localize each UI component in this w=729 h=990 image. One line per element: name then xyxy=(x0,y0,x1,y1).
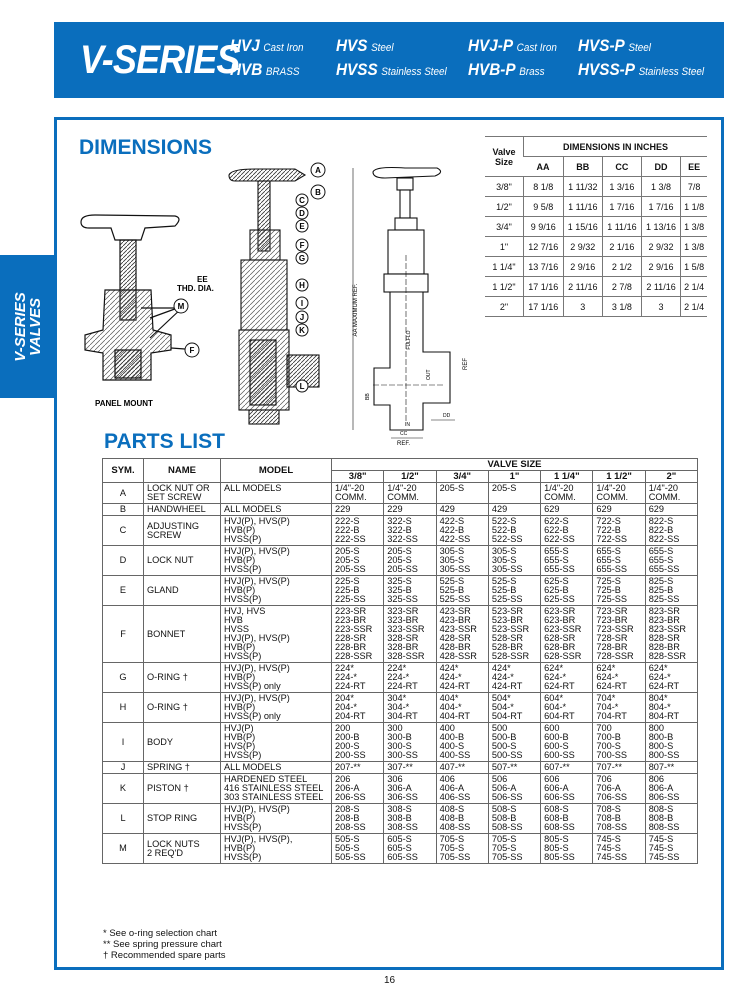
out-label: OUT xyxy=(426,369,432,380)
part-name: ADJUSTING SCREW xyxy=(144,516,221,546)
part-number-cell: 300 300-B 300-S 300-SS xyxy=(384,723,436,762)
part-number-cell: 223-SR 223-BR 223-SSR 228-SR 228-BR 228-SSR xyxy=(332,606,384,663)
parts-row xyxy=(103,663,698,693)
callout-g: G xyxy=(298,254,306,263)
bb-label: BB xyxy=(365,393,371,400)
footnote-spring: ** See spring pressure chart xyxy=(103,939,222,950)
part-number-cell: 229 xyxy=(332,504,384,516)
part-number-cell: 604* 604-* 604-RT xyxy=(541,693,593,723)
part-symbol: B xyxy=(103,504,144,516)
part-number-cell: 745-S 745-S 745-SS xyxy=(645,834,697,864)
part-number-cell: 725-S 725-B 725-SS xyxy=(593,576,645,606)
part-number-cell: 429 xyxy=(488,504,540,516)
part-symbol: I xyxy=(103,723,144,762)
model-hvs-p: HVS-P Steel xyxy=(578,36,651,55)
dim-value-cell: 2 1/4 xyxy=(681,277,707,297)
dim-value-cell: 1 5/8 xyxy=(681,257,707,277)
part-model: HVJ(P), HVS(P) HVB(P) HVSS(P) xyxy=(221,804,332,834)
callout-k: K xyxy=(299,326,305,335)
col-sym: SYM. xyxy=(103,459,144,483)
exterior-drawing xyxy=(345,160,475,447)
parts-row xyxy=(103,546,698,576)
dim-value-cell: 12 7/16 xyxy=(524,237,564,257)
part-number-cell: 705-S 705-S 705-SS xyxy=(488,834,540,864)
part-model: HVJ(P) HVB(P) HVS(P) HVSS(P) xyxy=(221,723,332,762)
parts-row xyxy=(103,804,698,834)
part-number-cell: 308-S 308-B 308-SS xyxy=(384,804,436,834)
part-number-cell: 808-S 808-B 808-SS xyxy=(645,804,697,834)
fulflo-label: FULFLO xyxy=(406,330,412,350)
part-number-cell: 807-** xyxy=(645,762,697,774)
part-number-cell: 325-S 325-B 325-SS xyxy=(384,576,436,606)
dim-value-cell: 2 9/16 xyxy=(563,257,603,277)
part-number-cell: 423-SR 423-BR 423-SSR 428-SR 428-BR 428-SSR xyxy=(436,606,488,663)
callout-f-panel-label: F xyxy=(189,346,195,355)
dim-value-cell: 1 7/16 xyxy=(641,197,681,217)
size-header: 1 1/2" xyxy=(593,471,645,483)
dim-row xyxy=(485,277,707,297)
part-number-cell: 1/4"-20 COMM. xyxy=(541,483,593,504)
part-number-cell: 507-** xyxy=(488,762,540,774)
ref-label: REF. xyxy=(397,441,411,447)
model-hvs: HVS Steel xyxy=(336,36,394,55)
ref-side-label: REF xyxy=(463,358,469,370)
col-valve-size: VALVE SIZE xyxy=(332,459,698,471)
part-number-cell: 424* 424-* 424-RT xyxy=(488,663,540,693)
part-number-cell: 407-** xyxy=(436,762,488,774)
part-number-cell: 225-S 225-B 225-SS xyxy=(332,576,384,606)
part-number-cell: 624* 624-* 624-RT xyxy=(593,663,645,693)
part-name: GLAND xyxy=(144,576,221,606)
part-number-cell: 1/4"-20 COMM. xyxy=(332,483,384,504)
part-number-cell: 745-S 745-S 745-SS xyxy=(593,834,645,864)
col-name: NAME xyxy=(144,459,221,483)
part-name: BONNET xyxy=(144,606,221,663)
part-symbol: J xyxy=(103,762,144,774)
size-header: 1 1/4" xyxy=(541,471,593,483)
dim-value-cell: 1 11/32 xyxy=(563,177,603,197)
dim-value-cell: 1 3/8 xyxy=(681,237,707,257)
callout-h: H xyxy=(299,281,305,290)
part-name: HANDWHEEL xyxy=(144,504,221,516)
part-model: HVJ(P), HVS(P) HVB(P) HVSS(P) xyxy=(221,516,332,546)
part-number-cell: 823-SR 823-BR 823-SSR 828-SR 828-BR 828-SSR xyxy=(645,606,697,663)
part-number-cell: 806 806-A 806-SS xyxy=(645,774,697,804)
callout-j: J xyxy=(299,313,305,322)
parts-row xyxy=(103,774,698,804)
part-number-cell: 525-S 525-B 525-SS xyxy=(436,576,488,606)
callout-a: A xyxy=(315,166,321,175)
dim-value-cell: 2 1/4 xyxy=(681,297,707,317)
dimensions-table xyxy=(485,136,707,317)
dim-value-cell: 2 7/8 xyxy=(603,277,642,297)
part-model: HVJ(P), HVS(P) HVB(P) HVSS(P) only xyxy=(221,663,332,693)
part-model: ALL MODELS xyxy=(221,483,332,504)
part-number-cell: 304* 304-* 304-RT xyxy=(384,693,436,723)
part-name: LOCK NUT xyxy=(144,546,221,576)
part-number-cell: 800 800-B 800-S 800-SS xyxy=(645,723,697,762)
callout-e: E xyxy=(299,222,305,231)
model-hvss-p: HVSS-P Stainless Steel xyxy=(578,60,705,79)
part-symbol: E xyxy=(103,576,144,606)
part-name: LOCK NUTS 2 REQ'D xyxy=(144,834,221,864)
dim-size-cell: 3/8" xyxy=(485,177,524,197)
part-symbol: K xyxy=(103,774,144,804)
part-number-cell: 723-SR 723-BR 723-SSR 728-SR 728-BR 728-SSR xyxy=(593,606,645,663)
part-number-cell: 825-S 825-B 825-SS xyxy=(645,576,697,606)
dim-col-dd: DD xyxy=(641,157,681,177)
dim-value-cell: 1 7/16 xyxy=(603,197,642,217)
part-number-cell: 208-S 208-B 208-SS xyxy=(332,804,384,834)
dim-row xyxy=(485,217,707,237)
part-number-cell: 400 400-B 400-S 400-SS xyxy=(436,723,488,762)
part-number-cell: 422-S 422-B 422-SS xyxy=(436,516,488,546)
part-number-cell: 406 406-A 406-SS xyxy=(436,774,488,804)
part-number-cell: 600 600-B 600-S 600-SS xyxy=(541,723,593,762)
series-banner xyxy=(54,22,724,98)
part-number-cell: 655-S 655-S 655-SS xyxy=(645,546,697,576)
part-model: HVJ(P), HVS(P) HVB(P) HVSS(P) xyxy=(221,576,332,606)
dim-value-cell: 1 3/8 xyxy=(641,177,681,197)
parts-list-table xyxy=(102,458,698,864)
part-symbol: A xyxy=(103,483,144,504)
part-number-cell: 704* 704-* 704-RT xyxy=(593,693,645,723)
thd-dia-label: THD. DIA. xyxy=(177,284,214,293)
part-number-cell: 625-S 625-B 625-SS xyxy=(541,576,593,606)
dim-value-cell: 2 9/32 xyxy=(641,237,681,257)
dim-col-cc: CC xyxy=(603,157,642,177)
dim-value-cell: 1 11/16 xyxy=(603,217,642,237)
part-number-cell: 606 606-A 606-SS xyxy=(541,774,593,804)
part-number-cell: 1/4"-20 COMM. xyxy=(384,483,436,504)
part-name: O-RING † xyxy=(144,693,221,723)
size-header: 3/4" xyxy=(436,471,488,483)
part-symbol: M xyxy=(103,834,144,864)
dim-value-cell: 9 5/8 xyxy=(524,197,564,217)
part-number-cell: 629 xyxy=(541,504,593,516)
part-name: STOP RING xyxy=(144,804,221,834)
section-side-tab xyxy=(0,255,56,398)
dim-group-header: DIMENSIONS IN INCHES xyxy=(524,137,708,157)
model-hvb: HVB BRASS xyxy=(230,60,300,79)
dim-size-cell: 1 1/4" xyxy=(485,257,524,277)
in-label: IN xyxy=(405,422,410,428)
panel-mount-drawing xyxy=(75,190,225,420)
dim-value-cell: 1 1/8 xyxy=(681,197,707,217)
side-tab-label: V-SERIES VALVES xyxy=(12,291,44,362)
parts-row xyxy=(103,504,698,516)
part-number-cell: 608-S 608-B 608-SS xyxy=(541,804,593,834)
part-number-cell: 624* 624-* 624-RT xyxy=(645,663,697,693)
dim-value-cell: 1 13/16 xyxy=(641,217,681,237)
dim-col-bb: BB xyxy=(563,157,603,177)
parts-list-title: PARTS LIST xyxy=(104,430,225,453)
part-number-cell: 305-S 305-S 305-SS xyxy=(488,546,540,576)
part-number-cell: 408-S 408-B 408-SS xyxy=(436,804,488,834)
footnotes xyxy=(103,928,226,961)
dim-value-cell: 2 1/2 xyxy=(603,257,642,277)
part-number-cell: 207-** xyxy=(332,762,384,774)
part-number-cell: 629 xyxy=(645,504,697,516)
dim-value-cell: 8 1/8 xyxy=(524,177,564,197)
dim-row xyxy=(485,177,707,197)
part-model: HVJ(P), HVS(P) HVB(P) HVSS(P) only xyxy=(221,693,332,723)
dim-col-ee: EE xyxy=(681,157,707,177)
part-number-cell: 707-** xyxy=(593,762,645,774)
dim-value-cell: 1 11/16 xyxy=(563,197,603,217)
part-number-cell: 307-** xyxy=(384,762,436,774)
dim-col-aa: AA xyxy=(524,157,564,177)
part-number-cell: 508-S 508-B 508-SS xyxy=(488,804,540,834)
dim-value-cell: 1 15/16 xyxy=(563,217,603,237)
part-number-cell: 525-S 525-B 525-SS xyxy=(488,576,540,606)
dim-row xyxy=(485,237,707,257)
dim-row xyxy=(485,257,707,277)
part-model: HVJ, HVS HVB HVSS HVJ(P), HVS(P) HVB(P) HVSS(P) xyxy=(221,606,332,663)
footnote-spare: † Recommended spare parts xyxy=(103,950,226,961)
part-name: LOCK NUT OR SET SCREW xyxy=(144,483,221,504)
size-header: 2" xyxy=(645,471,697,483)
parts-row xyxy=(103,762,698,774)
dim-valve-size-header: Valve Size xyxy=(485,137,524,177)
callout-d: D xyxy=(299,209,305,218)
part-number-cell: 700 700-B 700-S 700-SS xyxy=(593,723,645,762)
callout-f: F xyxy=(299,241,305,250)
callout-b: B xyxy=(315,188,321,197)
model-hvj-p: HVJ-P Cast Iron xyxy=(468,36,557,55)
dim-value-cell: 3 1/8 xyxy=(603,297,642,317)
part-number-cell: 429 xyxy=(436,504,488,516)
size-header: 1/2" xyxy=(384,471,436,483)
parts-row xyxy=(103,516,698,546)
ee-label: EE xyxy=(197,275,208,284)
size-header: 3/8" xyxy=(332,471,384,483)
col-model: MODEL xyxy=(221,459,332,483)
part-name: PISTON † xyxy=(144,774,221,804)
part-symbol: G xyxy=(103,663,144,693)
part-number-cell: 623-SR 623-BR 623-SSR 628-SR 628-BR 628-SSR xyxy=(541,606,593,663)
part-number-cell: 523-SR 523-BR 523-SSR 528-SR 528-BR 528-SSR xyxy=(488,606,540,663)
dim-value-cell: 17 1/16 xyxy=(524,297,564,317)
part-number-cell: 224* 224-* 224-RT xyxy=(332,663,384,693)
dimensions-title: DIMENSIONS xyxy=(79,136,213,159)
dim-value-cell: 2 11/16 xyxy=(641,277,681,297)
part-number-cell: 705-S 705-S 705-SS xyxy=(436,834,488,864)
part-number-cell: 205-S 205-S 205-SS xyxy=(384,546,436,576)
part-symbol: F xyxy=(103,606,144,663)
parts-row xyxy=(103,834,698,864)
dim-row xyxy=(485,297,707,317)
part-number-cell: 205-S xyxy=(436,483,488,504)
dim-size-cell: 2" xyxy=(485,297,524,317)
dim-value-cell: 13 7/16 xyxy=(524,257,564,277)
part-number-cell: 522-S 522-B 522-SS xyxy=(488,516,540,546)
part-name: BODY xyxy=(144,723,221,762)
part-number-cell: 706 706-A 706-SS xyxy=(593,774,645,804)
callout-i: I xyxy=(300,299,304,308)
part-number-cell: 504* 504-* 504-RT xyxy=(488,693,540,723)
part-number-cell: 505-S 505-S 505-SS xyxy=(332,834,384,864)
page-number: 16 xyxy=(384,975,396,986)
dim-size-cell: 1/2" xyxy=(485,197,524,217)
part-number-cell: 506 506-A 506-SS xyxy=(488,774,540,804)
part-number-cell: 424* 424-* 424-RT xyxy=(436,663,488,693)
part-model: ALL MODELS xyxy=(221,762,332,774)
part-number-cell: 404* 404-* 404-RT xyxy=(436,693,488,723)
callout-l: L xyxy=(299,382,305,391)
part-number-cell: 306 306-A 306-SS xyxy=(384,774,436,804)
model-hvss: HVSS Stainless Steel xyxy=(336,60,447,79)
dim-value-cell: 2 1/16 xyxy=(603,237,642,257)
part-number-cell: 204* 204-* 204-RT xyxy=(332,693,384,723)
parts-row xyxy=(103,483,698,504)
part-symbol: C xyxy=(103,516,144,546)
part-model: HARDENED STEEL 416 STAINLESS STEEL 303 STAINLESS STEEL xyxy=(221,774,332,804)
part-symbol: H xyxy=(103,693,144,723)
dim-value-cell: 7/8 xyxy=(681,177,707,197)
part-number-cell: 605-S 605-S 605-SS xyxy=(384,834,436,864)
dim-value-cell: 9 9/16 xyxy=(524,217,564,237)
part-number-cell: 205-S 205-S 205-SS xyxy=(332,546,384,576)
dim-value-cell: 1 3/16 xyxy=(603,177,642,197)
part-name: O-RING † xyxy=(144,663,221,693)
callout-c: C xyxy=(299,196,305,205)
part-number-cell: 322-S 322-B 322-SS xyxy=(384,516,436,546)
part-number-cell: 822-S 822-B 822-SS xyxy=(645,516,697,546)
dim-value-cell: 2 9/16 xyxy=(641,257,681,277)
part-number-cell: 805-S 805-S 805-SS xyxy=(541,834,593,864)
dim-value-cell: 1 3/8 xyxy=(681,217,707,237)
dim-value-cell: 3 xyxy=(641,297,681,317)
banner-title: V-SERIES xyxy=(80,38,240,82)
part-number-cell: 323-SR 323-BR 323-SSR 328-SR 328-BR 328-SSR xyxy=(384,606,436,663)
dim-size-cell: 3/4" xyxy=(485,217,524,237)
dim-row xyxy=(485,197,707,217)
part-number-cell: 500 500-B 500-S 500-SS xyxy=(488,723,540,762)
dim-size-cell: 1" xyxy=(485,237,524,257)
part-number-cell: 722-S 722-B 722-SS xyxy=(593,516,645,546)
parts-row xyxy=(103,576,698,606)
part-number-cell: 804* 804-* 804-RT xyxy=(645,693,697,723)
part-name: SPRING † xyxy=(144,762,221,774)
part-number-cell: 222-S 222-B 222-SS xyxy=(332,516,384,546)
aa-dimension-label: AA MAXIMUM REF. xyxy=(353,283,359,337)
part-number-cell: 622-S 622-B 622-SS xyxy=(541,516,593,546)
callout-m-label: M xyxy=(177,302,185,311)
part-number-cell: 229 xyxy=(384,504,436,516)
cc-label: CC xyxy=(400,431,408,437)
part-number-cell: 708-S 708-B 708-SS xyxy=(593,804,645,834)
part-number-cell: 1/4"-20 COMM. xyxy=(593,483,645,504)
part-number-cell: 607-** xyxy=(541,762,593,774)
part-number-cell: 305-S 305-S 305-SS xyxy=(436,546,488,576)
part-symbol: D xyxy=(103,546,144,576)
part-number-cell: 624* 624-* 624-RT xyxy=(541,663,593,693)
part-model: ALL MODELS xyxy=(221,504,332,516)
model-hvj: HVJ Cast Iron xyxy=(230,36,304,55)
part-model: HVJ(P), HVS(P), HVB(P) HVSS(P) xyxy=(221,834,332,864)
parts-row xyxy=(103,606,698,663)
parts-row xyxy=(103,693,698,723)
footnote-oring: * See o-ring selection chart xyxy=(103,928,218,939)
parts-row xyxy=(103,723,698,762)
part-number-cell: 206 206-A 206-SS xyxy=(332,774,384,804)
part-number-cell: 200 200-B 200-S 200-SS xyxy=(332,723,384,762)
panel-mount-label: PANEL MOUNT xyxy=(95,399,153,408)
part-number-cell: 205-S xyxy=(488,483,540,504)
part-symbol: L xyxy=(103,804,144,834)
part-number-cell: 655-S 655-S 655-SS xyxy=(541,546,593,576)
dim-value-cell: 2 9/32 xyxy=(563,237,603,257)
part-number-cell: 655-S 655-S 655-SS xyxy=(593,546,645,576)
dim-value-cell: 3 xyxy=(563,297,603,317)
dim-value-cell: 17 1/16 xyxy=(524,277,564,297)
part-number-cell: 629 xyxy=(593,504,645,516)
callout-column xyxy=(300,160,340,400)
model-hvb-p: HVB-P Brass xyxy=(468,60,545,79)
size-header: 1" xyxy=(488,471,540,483)
dim-size-cell: 1 1/2" xyxy=(485,277,524,297)
dim-value-cell: 2 11/16 xyxy=(563,277,603,297)
part-number-cell: 224* 224-* 224-RT xyxy=(384,663,436,693)
dd-label: DD xyxy=(443,413,451,419)
part-number-cell: 1/4"-20 COMM. xyxy=(645,483,697,504)
part-model: HVJ(P), HVS(P) HVB(P) HVSS(P) xyxy=(221,546,332,576)
